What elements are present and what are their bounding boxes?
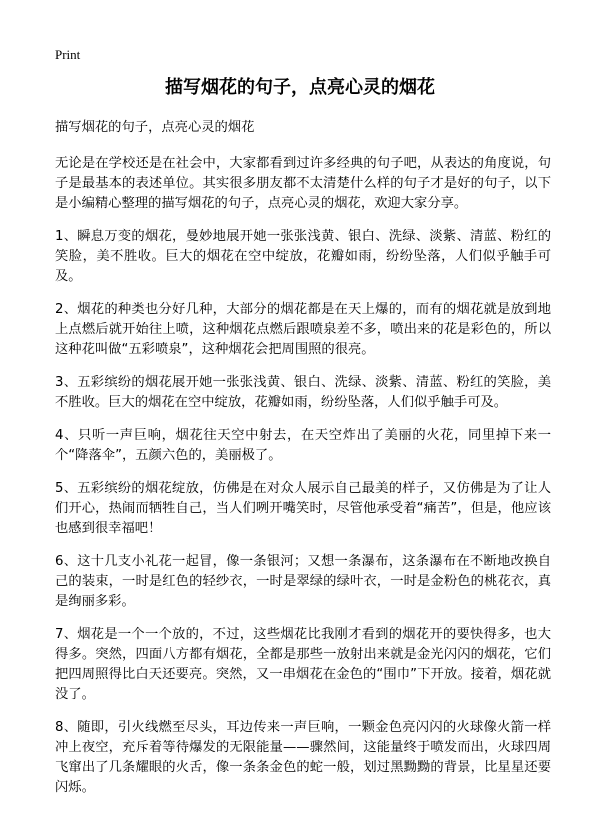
article-body — [55, 118, 551, 811]
paragraph-8: 8、随即，引火线燃至尽头，耳边传来一声巨响，一颗金色亮闪闪的火球像火箭一样冲上夜空，充斥着等待爆发的无限能量——骤然间，这能量终于喷发而出，火球四周飞窜出了几条耀眼的火舌，像一条条金色的蛇一般，划过黑黝黝的背景，比星星还要闪烁。 — [55, 720, 551, 795]
paragraph-1: 1、瞬息万变的烟花，曼妙地展开她一张张浅黄、银白、洗绿、淡紫、清蓝、粉红的笑脸，美不胜收。巨大的烟花在空中绽放，花瓣如雨，纷纷坠落，人们似乎触手可及。 — [55, 229, 551, 284]
paragraph-4: 4、只听一声巨响，烟花往天空中射去，在天空炸出了美丽的火花，同里掉下来一个“降落伞”，五颜六色的，美丽极了。 — [55, 428, 551, 463]
article-intro: 无论是在学校还是在社会中，大家都看到过许多经典的句子吧，从表达的角度说，句子是最基本的表述单位。其实很多朋友都不太清楚什么样的句子才是好的句子，以下是小编精心整理的描写烟花的句子，点亮心灵的烟花，欢迎大家分享。 — [55, 156, 551, 211]
paragraph-6: 6、这十几支小礼花一起冒，像一条银河；又想一条瀑布，这条瀑布在不断地改换自己的装束，一时是红色的轻纱衣，一时是翠绿的绿叶衣，一时是金粉色的桃花衣，真是绚丽多彩。 — [55, 554, 551, 609]
paragraph-7: 7、烟花是一个一个放的，不过，这些烟花比我刚才看到的烟花开的要快得多，也大得多。突然，四面八方都有烟花，全都是那些一放射出来就是金光闪闪的烟花，它们把四周照得比白天还要亮。突然，又一串烟花在金色的“围巾”下开放。接着，烟花就没了。 — [55, 627, 551, 702]
paragraph-5: 5、五彩缤纷的烟花绽放，仿佛是在对众人展示自己最美的样子，又仿佛是为了让人们开心，热闹而牺牲自己，当人们咧开嘴笑时，尽管他承受着“痛苦”，但是，他应该也感到很幸福吧！ — [55, 481, 551, 536]
paragraph-3: 3、五彩缤纷的烟花展开她一张张浅黄、银白、洗绿、淡紫、清蓝、粉红的笑脸，美不胜收。巨大的烟花在空中绽放，花瓣如雨，纷纷坠落，人们似乎触手可及。 — [55, 375, 551, 410]
print-link[interactable]: Print — [55, 47, 81, 62]
page-title: 描写烟花的句子，点亮心灵的烟花 — [165, 77, 435, 98]
article-subtitle: 描写烟花的句子，点亮心灵的烟花 — [55, 120, 255, 135]
paragraph-2: 2、烟花的种类也分好几种，大部分的烟花都是在天上爆的，而有的烟花就是放到地上点燃后就开始往上喷，这种烟花点燃后跟喷泉差不多，喷出来的花是彩色的，所以这种花叫做“五彩喷泉”，这种烟花会把周围照的很亮。 — [55, 302, 551, 357]
